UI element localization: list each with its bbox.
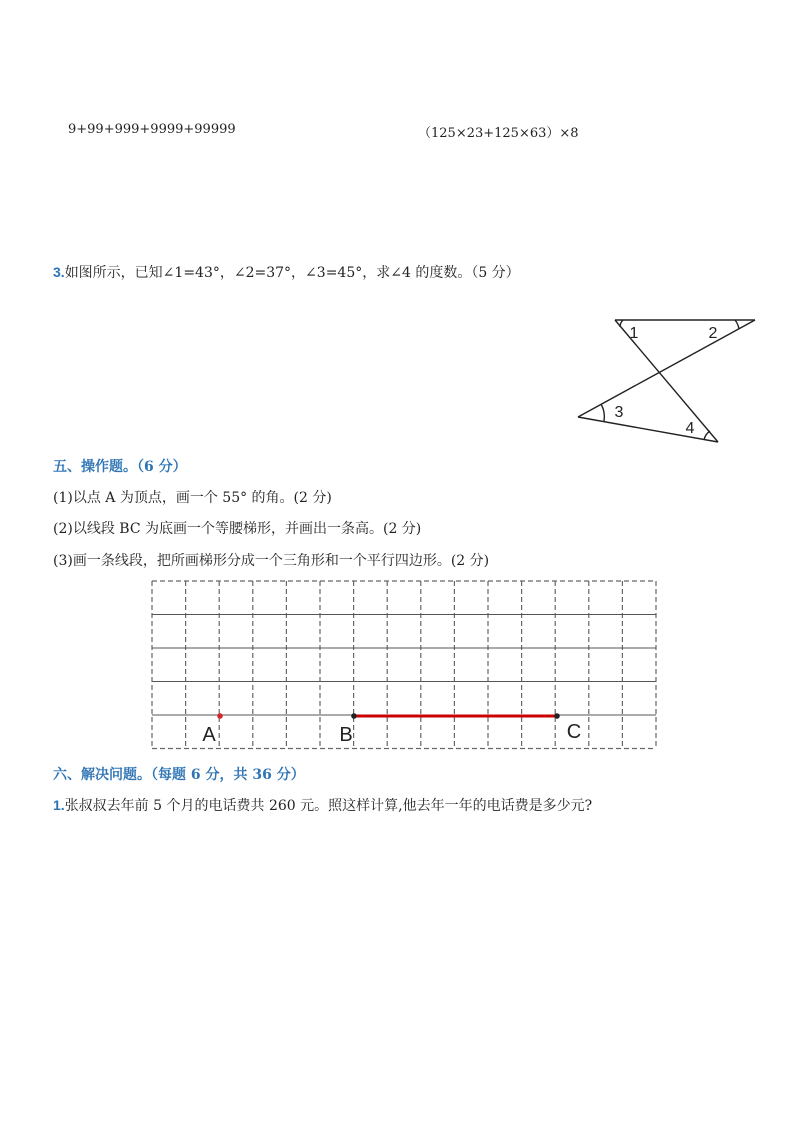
point-c (554, 713, 560, 719)
problem-1 (53, 795, 592, 815)
section-5-title: 五、操作题。（6 分） (53, 459, 187, 475)
problem-number: 1. (53, 797, 65, 813)
point-a (217, 713, 223, 719)
angle-label-3: 3 (614, 404, 624, 421)
angle-label-2: 2 (708, 325, 718, 342)
question-number: 3. (53, 264, 65, 280)
question-text: 如图所示，已知∠1=43°，∠2=37°，∠3=45°，求∠4 的度数。（5 分） (64, 265, 520, 281)
angle-label-4: 4 (685, 420, 695, 437)
problem-text: 张叔叔去年前 5 个月的电话费共 260 元。照这样计算,他去年一年的电话费是多少元? (64, 798, 593, 814)
angle-label-1: 1 (629, 325, 639, 342)
angle-figure (574, 314, 764, 449)
section-6-title: 六、解决问题。（每题 6 分，共 36 分） (53, 767, 305, 783)
task-3: (3)画一条线段，把所画梯形分成一个三角形和一个平行四边形。(2 分) (53, 553, 490, 569)
point-label-b: B (339, 724, 353, 746)
point-label-c: C (566, 721, 582, 743)
calc-expression-2: （125×23+125×63）×8 (418, 126, 579, 141)
task-2: (2)以线段 BC 为底画一个等腰梯形，并画出一条高。(2 分) (53, 521, 422, 537)
calc-expression-1: 9+99+999+9999+99999 (68, 122, 236, 137)
point-label-a: A (202, 724, 216, 746)
drawing-grid (148, 576, 668, 761)
point-b (351, 713, 357, 719)
question-3 (53, 262, 520, 282)
task-1: (1)以点 A 为顶点，画一个 55° 的角。(2 分) (53, 490, 332, 506)
